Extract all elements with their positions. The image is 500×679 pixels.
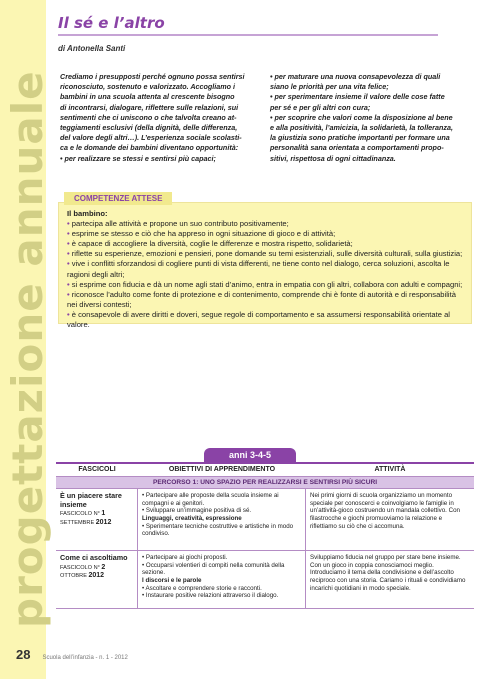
intro-line: la giustizia sono pratiche importanti per formare una <box>270 133 450 143</box>
header-fascicoli: FASCICOLI <box>78 466 116 473</box>
intro-line: teggiamenti esclusivi (della dignità, delle differenza, <box>60 123 238 133</box>
page-number: 28 <box>16 647 31 662</box>
intro-line: e alla positività, l’amicizia, la solidarietà, la tolleranza, <box>270 123 453 133</box>
obiettivo: • Occuparsi volentieri di compiti nella comunità della sezione. <box>142 561 285 577</box>
competenze-item: • riconosce l’adulto come fonte di protezione e di contenimento, comprende chi è fonte di autorità e di responsabilità nei diversi contesti; <box>67 289 456 309</box>
section-title: progettazione annuale <box>3 70 52 628</box>
bullet-icon: • <box>67 289 72 299</box>
competenze-item: • vive i conflitti sforzandosi di cogliere punti di vista differenti, ne tiene conto nel dialogo, cerca soluzioni, ascolta le ragioni degli altri; <box>67 259 450 279</box>
header-attivita: ATTIVITÀ <box>374 466 406 473</box>
obiettivo: • Sviluppare un’immagine positiva di sé. <box>142 507 252 515</box>
obiettivo: • Ascoltare e comprendere storie e racconti. <box>142 584 262 592</box>
bullet-icon: • <box>67 259 72 269</box>
intro-line: • per scoprire che valori come la disposizione al bene <box>270 112 453 122</box>
bullet-icon: • <box>67 309 72 319</box>
obiettivo: • Partecipare ai giochi proposti. <box>142 554 228 562</box>
obiettivo: • Sperimentare tecniche costruttive e artistiche in modo condiviso. <box>142 522 294 538</box>
competenze-item: • si esprime con fiducia e dà un nome agli stati d’animo, entra in empatia con gli altri, collabora con adulti e compagni; <box>67 279 463 289</box>
competenze-item: • esprime se stesso e ciò che ha appreso in ogni situazione di gioco e di attività; <box>67 229 336 239</box>
intro-line: per sé e per gli altri con cura; <box>270 102 371 112</box>
intro-line: siano le priorità per una vita felice; <box>270 82 389 92</box>
header-obiettivi: OBIETTIVI DI APPRENDIMENTO <box>168 466 276 473</box>
attivita-cell: Sviluppiamo fiducia nel gruppo per stare bene insieme. Con un gioco in coppia conosciamoci meglio. Introduciamo il tema della condivisione e dell’ascolto reciproco con una storia. Cariamo i rituali e condividiamo incarichi quotidiani in modo speciale. <box>310 554 466 592</box>
article-author: di Antonella Santi <box>58 44 126 53</box>
competenze-box <box>58 202 472 330</box>
journal-reference: Scuola dell’infanzia - n. 1 - 2012 <box>42 655 128 661</box>
competenze-lead: Il bambino: <box>67 209 108 218</box>
intro-line: riconosciuto, sostenuto e valorizzato. Accogliamo i <box>60 82 236 92</box>
bullet-icon: • <box>67 219 72 229</box>
fascicolo-date: SETTEMBRE 2012 <box>60 518 112 526</box>
age-tab: anni 3-4-5 <box>204 448 296 462</box>
intro-left-column <box>60 72 256 164</box>
bullet-icon: • <box>67 249 72 259</box>
competenze-item: • è capace di accogliere la diversità, coglie le differenze e mostra rispetto, solidarietà; <box>67 239 353 249</box>
bullet-icon: • <box>67 229 72 239</box>
intro-line: bambini in una scuola attenta al crescente bisogno <box>60 92 235 102</box>
attivita-cell: Nei primi giorni di scuola organizziamo un momento speciale per conoscerci e coinvolgiamo le famiglie in un’attività-gioco costruendo un mandala collettivo. Con filastrocche e giochi promuoviamo la relazione e riflettiamo su ciò che ci accomuna. <box>310 492 460 530</box>
competenze-item: • è consapevole di avere diritti e doveri, segue regole di comportamento e sa assumersi responsabilità orientate al valore. <box>67 309 450 330</box>
fascicolo-title: Come ci ascoltiamo <box>60 553 128 563</box>
fascicolo-number: FASCICOLO N° 2 <box>60 563 106 571</box>
bullet-icon: • <box>67 239 72 249</box>
competenze-item: • riflette su esperienze, emozioni e pensieri, pone domande su temi esistenziali, sulle diversità culturali, sulla giustizia; <box>67 249 463 259</box>
intro-line: sitivi, rispettosa di ogni cittadinanza. <box>270 153 396 163</box>
intro-line: • per maturare una nuova consapevolezza di quali <box>270 72 441 81</box>
intro-line: di incontrarsi, dialogare, riflettere sulle relazioni, sui <box>60 102 239 112</box>
fascicolo-title: È un piacere stare insieme <box>60 491 122 509</box>
fascicolo-number: FASCICOLO N° 1 <box>60 510 106 517</box>
fascicolo-date: OTTOBRE 2012 <box>60 572 105 580</box>
intro-line: • per realizzare se stessi e sentirsi più capaci; <box>60 153 216 163</box>
obiettivo: • Instaurare positive relazioni attraverso il dialogo. <box>142 592 279 600</box>
table-header <box>56 464 474 477</box>
table-row <box>56 489 474 551</box>
intro-line: personalità sana orientata a comportamenti propo- <box>270 143 444 153</box>
article-title: Il sé e l’altro <box>58 14 438 36</box>
obiettivo-heading: Linguaggi, creatività, espressione <box>142 514 242 522</box>
obiettivi-cell <box>138 551 306 608</box>
table-row <box>56 551 474 609</box>
percorso-banner: PERCORSO 1: UNO SPAZIO PER REALIZZARSI E SENTIRSI PIÙ SICURI <box>56 477 474 490</box>
obiettivo-heading: I discorsi e le parole <box>142 576 202 584</box>
obiettivi-cell <box>138 489 306 550</box>
planning-table <box>56 462 474 609</box>
page-footer <box>16 647 128 662</box>
competenze-title: COMPETENZE ATTESE <box>64 192 172 205</box>
intro-line: Crediamo i presupposti perché ognuno possa sentirsi <box>60 72 245 81</box>
intro-line: del valore degli altri…). L’esperienza sociale scolasti- <box>60 133 242 143</box>
obiettivo: • Partecipare alle proposte della scuola insieme ai compagni e ai genitori. <box>142 492 279 507</box>
intro-line: • per sperimentare insieme il valore delle cose fatte <box>270 92 445 102</box>
intro-line: sentimenti che ci uniscono o che talvolta creano at- <box>60 112 237 122</box>
fascicolo-cell <box>56 489 138 550</box>
bullet-icon: • <box>67 279 72 289</box>
fascicolo-cell <box>56 551 138 608</box>
intro-right-column <box>270 72 468 164</box>
intro-line: ca e le domande dei bambini diventano opportunità: <box>60 143 239 153</box>
competenze-item: • partecipa alle attività e propone un suo contributo positivamente; <box>67 219 289 229</box>
